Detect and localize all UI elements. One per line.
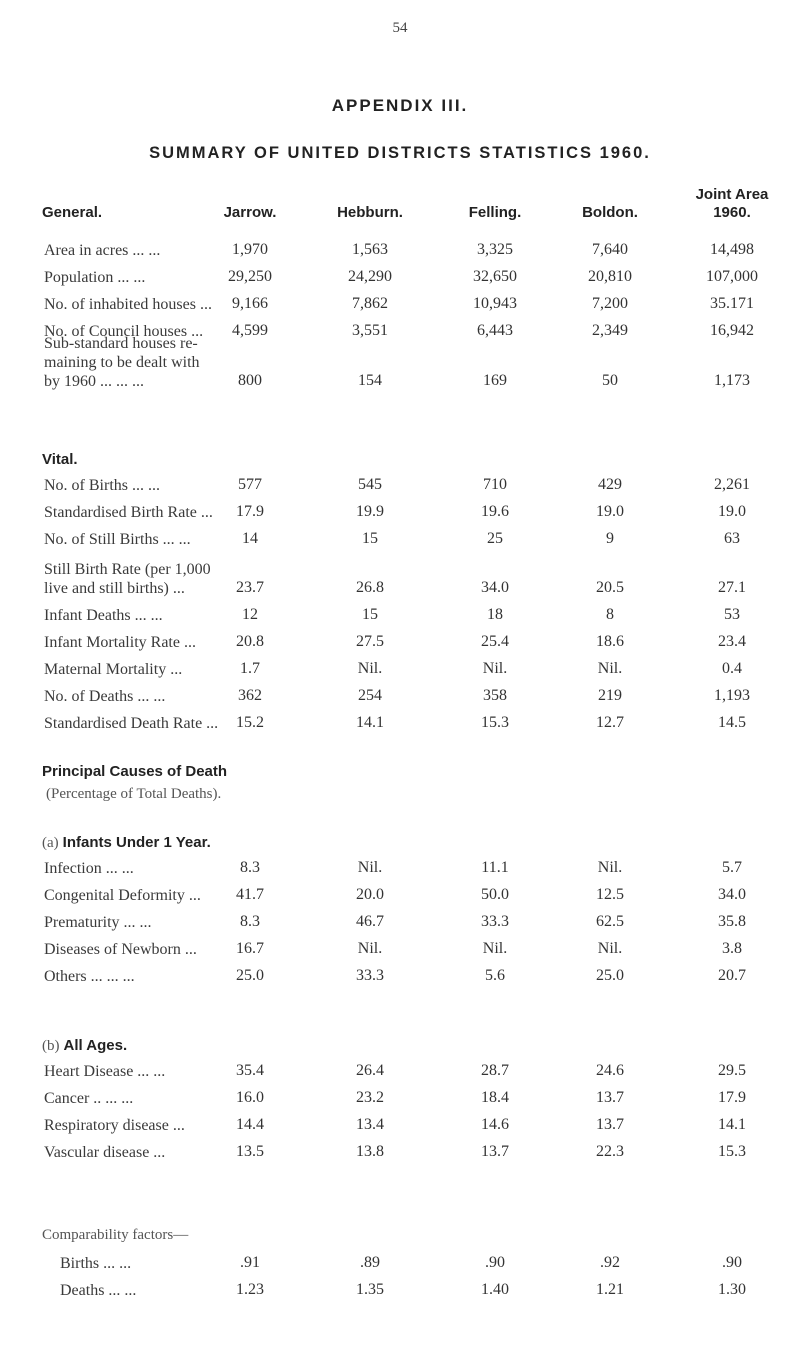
vital_rows-value-felling: 710 <box>483 476 507 493</box>
comparability_rows-value-felling: .90 <box>485 1254 505 1271</box>
section-heading-general: General. <box>42 204 103 221</box>
comparability_rows-value-boldon: .92 <box>600 1254 620 1271</box>
infant_rows-value-jarrow: 25.0 <box>236 967 264 984</box>
infant_rows-value-joint-area: 20.7 <box>718 967 746 984</box>
infant_rows-row-label: Infection ... ... <box>44 860 134 877</box>
all-ages-prefix: (b) <box>42 1038 60 1054</box>
vital_rows-value-boldon: 19.0 <box>596 503 624 520</box>
general_rows-value-felling: 10,943 <box>473 295 517 312</box>
section-heading-all-ages <box>42 1037 127 1055</box>
all_ages_rows-value-hebburn: 23.2 <box>356 1089 384 1106</box>
vital_rows-value-hebburn: 545 <box>358 476 382 493</box>
vital_rows-value-joint-area: 0.4 <box>722 660 742 677</box>
vital_rows-row-label: No. of Deaths ... ... <box>44 688 166 705</box>
vital_rows-value-felling: 15.3 <box>481 714 509 731</box>
comparability_rows-value-joint-area: 1.30 <box>718 1281 746 1298</box>
vital_rows-value-boldon: 9 <box>606 530 614 547</box>
comparability_rows-value-jarrow: .91 <box>240 1254 260 1271</box>
vital_rows-row-label: Still Birth Rate (per 1,000 <box>44 561 211 578</box>
column-header-joint-area: Joint Area <box>695 186 769 203</box>
vital_rows-value-joint-area: 14.5 <box>718 714 746 731</box>
all_ages_rows-value-felling: 28.7 <box>481 1062 509 1079</box>
infant_rows-value-hebburn: 33.3 <box>356 967 384 984</box>
column-header-joint-year: 1960. <box>713 204 751 221</box>
vital_rows-value-jarrow: 15.2 <box>236 714 264 731</box>
infants-prefix: (a) <box>42 835 59 851</box>
vital_rows-value-hebburn: 254 <box>358 687 382 704</box>
comparability_rows-value-jarrow: 1.23 <box>236 1281 264 1298</box>
comparability-heading: Comparability factors— <box>42 1227 189 1243</box>
general_rows-row-label: Area in acres ... ... <box>44 242 161 259</box>
all_ages_rows-row-label: Vascular disease ... <box>44 1144 166 1161</box>
general_rows-value-boldon: 2,349 <box>592 322 628 339</box>
general_rows-value-felling: 3,325 <box>477 241 513 258</box>
vital_rows-value-boldon: 18.6 <box>596 633 624 650</box>
general_rows-row-label: maining to be dealt with <box>44 354 200 371</box>
vital_rows-value-jarrow: 20.8 <box>236 633 264 650</box>
vital_rows-row-label: Standardised Birth Rate ... <box>44 504 213 521</box>
general_rows-value-hebburn: 24,290 <box>348 268 392 285</box>
section-heading-vital: Vital. <box>42 451 78 468</box>
all_ages_rows-row-label: Heart Disease ... ... <box>44 1063 166 1080</box>
infant_rows-value-felling: 33.3 <box>481 913 509 930</box>
all-ages-heading: All Ages. <box>63 1037 128 1054</box>
infant_rows-value-felling: 50.0 <box>481 886 509 903</box>
all_ages_rows-value-jarrow: 16.0 <box>236 1089 264 1106</box>
all_ages_rows-value-boldon: 22.3 <box>596 1143 624 1160</box>
infant_rows-value-hebburn: 20.0 <box>356 886 384 903</box>
general_rows-row-label: by 1960 ... ... ... <box>44 373 144 390</box>
all_ages_rows-value-felling: 18.4 <box>481 1089 509 1106</box>
vital_rows-row-label: Infant Deaths ... ... <box>44 607 163 624</box>
vital_rows-value-boldon: 12.7 <box>596 714 624 731</box>
general_rows-value-felling: 6,443 <box>477 322 513 339</box>
general_rows-value-hebburn: 7,862 <box>352 295 388 312</box>
column-header-jarrow: Jarrow. <box>223 204 277 221</box>
vital_rows-value-joint-area: 23.4 <box>718 633 746 650</box>
all_ages_rows-value-jarrow: 13.5 <box>236 1143 264 1160</box>
vital_rows-value-joint-area: 63 <box>724 530 740 547</box>
infant_rows-value-felling: 11.1 <box>481 859 509 876</box>
general_rows-value-joint-area: 1,173 <box>714 372 750 389</box>
vital_rows-value-felling: 25 <box>487 530 503 547</box>
infant_rows-value-hebburn: Nil. <box>357 940 383 957</box>
vital_rows-row-label: Maternal Mortality ... <box>44 661 183 678</box>
vital_rows-value-jarrow: 577 <box>238 476 262 493</box>
general_rows-value-boldon: 7,200 <box>592 295 628 312</box>
general_rows-value-joint-area: 16,942 <box>710 322 754 339</box>
vital_rows-value-boldon: 219 <box>598 687 622 704</box>
all_ages_rows-value-joint-area: 17.9 <box>718 1089 746 1106</box>
column-header-boldon: Boldon. <box>582 204 638 221</box>
infant_rows-row-label: Diseases of Newborn ... <box>44 941 197 958</box>
all_ages_rows-value-felling: 13.7 <box>481 1143 509 1160</box>
all_ages_rows-value-boldon: 24.6 <box>596 1062 624 1079</box>
appendix-title: APPENDIX III. <box>331 96 469 115</box>
all_ages_rows-value-jarrow: 35.4 <box>236 1062 264 1079</box>
general_rows-value-boldon: 50 <box>602 372 618 389</box>
column-header-hebburn: Hebburn. <box>337 204 403 221</box>
section-heading-causes: Principal Causes of Death <box>42 763 228 780</box>
infant_rows-value-hebburn: 46.7 <box>356 913 384 930</box>
general_rows-row-label: No. of Council houses ... <box>44 323 204 340</box>
all_ages_rows-value-felling: 14.6 <box>481 1116 509 1133</box>
infant_rows-value-boldon: Nil. <box>597 940 623 957</box>
general_rows-value-joint-area: 107,000 <box>706 268 758 285</box>
infant_rows-value-jarrow: 8.3 <box>240 913 260 930</box>
vital_rows-value-hebburn: 15 <box>362 606 378 623</box>
infant_rows-value-jarrow: 41.7 <box>236 886 264 903</box>
general_rows-value-hebburn: 1,563 <box>352 241 388 258</box>
vital_rows-value-jarrow: 23.7 <box>236 579 264 596</box>
column-header-felling: Felling. <box>468 204 522 221</box>
page-number: 54 <box>392 20 408 36</box>
vital_rows-value-hebburn: 27.5 <box>356 633 384 650</box>
all_ages_rows-value-joint-area: 14.1 <box>718 1116 746 1133</box>
vital_rows-row-label: No. of Still Births ... ... <box>44 531 191 548</box>
causes-subheading: (Percentage of Total Deaths). <box>46 786 222 802</box>
infant_rows-row-label: Congenital Deformity ... <box>44 887 201 904</box>
infant_rows-value-joint-area: 34.0 <box>718 886 746 903</box>
infant_rows-value-felling: Nil. <box>482 940 508 957</box>
vital_rows-row-label: No. of Births ... ... <box>44 477 160 494</box>
all_ages_rows-value-hebburn: 26.4 <box>356 1062 384 1079</box>
general_rows-value-jarrow: 1,970 <box>232 241 268 258</box>
vital_rows-value-joint-area: 2,261 <box>714 476 750 493</box>
vital_rows-value-joint-area: 1,193 <box>714 687 750 704</box>
infant_rows-value-jarrow: 16.7 <box>236 940 264 957</box>
general_rows-value-felling: 169 <box>483 372 507 389</box>
comparability_rows-row-label: Births ... ... <box>60 1255 132 1272</box>
vital_rows-value-boldon: Nil. <box>597 660 623 677</box>
infant_rows-value-boldon: Nil. <box>597 859 623 876</box>
general_rows-value-jarrow: 29,250 <box>228 268 272 285</box>
vital_rows-value-joint-area: 27.1 <box>718 579 746 596</box>
vital_rows-value-hebburn: Nil. <box>357 660 383 677</box>
general_rows-row-label: No. of inhabited houses ... <box>44 296 212 313</box>
vital_rows-value-felling: 25.4 <box>481 633 509 650</box>
infant_rows-value-joint-area: 3.8 <box>722 940 742 957</box>
vital_rows-row-label: live and still births) ... <box>44 580 185 597</box>
comparability_rows-value-boldon: 1.21 <box>596 1281 624 1298</box>
section-heading-infants <box>42 834 211 852</box>
general_rows-row-label: Population ... ... <box>44 269 146 286</box>
infant_rows-value-felling: 5.6 <box>485 967 505 984</box>
infant_rows-value-jarrow: 8.3 <box>240 859 260 876</box>
all_ages_rows-value-boldon: 13.7 <box>596 1089 624 1106</box>
vital_rows-row-label: Standardised Death Rate ... <box>44 715 219 732</box>
vital_rows-value-hebburn: 19.9 <box>356 503 384 520</box>
infants-heading: Infants Under 1 Year. <box>62 834 211 851</box>
vital_rows-value-joint-area: 53 <box>724 606 740 623</box>
infant_rows-value-boldon: 25.0 <box>596 967 624 984</box>
infant_rows-value-boldon: 62.5 <box>596 913 624 930</box>
all_ages_rows-row-label: Respiratory disease ... <box>44 1117 185 1134</box>
general_rows-row-label: Sub-standard houses re- <box>44 335 198 352</box>
vital_rows-value-felling: 18 <box>487 606 503 623</box>
general_rows-value-boldon: 7,640 <box>592 241 628 258</box>
all_ages_rows-row-label: Cancer .. ... ... <box>44 1090 134 1107</box>
vital_rows-value-joint-area: 19.0 <box>718 503 746 520</box>
vital_rows-value-felling: Nil. <box>482 660 508 677</box>
all_ages_rows-value-hebburn: 13.8 <box>356 1143 384 1160</box>
general_rows-value-felling: 32,650 <box>473 268 517 285</box>
infant_rows-value-joint-area: 35.8 <box>718 913 746 930</box>
vital_rows-value-boldon: 8 <box>606 606 614 623</box>
general_rows-value-jarrow: 9,166 <box>232 295 268 312</box>
vital_rows-value-jarrow: 362 <box>238 687 262 704</box>
infant_rows-row-label: Prematurity ... ... <box>44 914 152 931</box>
comparability_rows-value-hebburn: 1.35 <box>356 1281 384 1298</box>
infant_rows-row-label: Others ... ... ... <box>44 968 135 985</box>
comparability_rows-value-felling: 1.40 <box>481 1281 509 1298</box>
infant_rows-value-hebburn: Nil. <box>357 859 383 876</box>
comparability_rows-value-hebburn: .89 <box>360 1254 380 1271</box>
all_ages_rows-value-jarrow: 14.4 <box>236 1116 264 1133</box>
vital_rows-value-felling: 358 <box>483 687 507 704</box>
all_ages_rows-value-boldon: 13.7 <box>596 1116 624 1133</box>
vital_rows-value-hebburn: 15 <box>362 530 378 547</box>
vital_rows-value-hebburn: 14.1 <box>356 714 384 731</box>
vital_rows-row-label: Infant Mortality Rate ... <box>44 634 196 651</box>
vital_rows-value-jarrow: 17.9 <box>236 503 264 520</box>
vital_rows-value-hebburn: 26.8 <box>356 579 384 596</box>
vital_rows-value-jarrow: 12 <box>242 606 258 623</box>
table-title: SUMMARY OF UNITED DISTRICTS STATISTICS 1960. <box>149 144 651 162</box>
general_rows-value-boldon: 20,810 <box>588 268 632 285</box>
all_ages_rows-value-hebburn: 13.4 <box>356 1116 384 1133</box>
all_ages_rows-value-joint-area: 15.3 <box>718 1143 746 1160</box>
infant_rows-value-boldon: 12.5 <box>596 886 624 903</box>
vital_rows-value-jarrow: 1.7 <box>240 660 260 677</box>
vital_rows-value-felling: 34.0 <box>481 579 509 596</box>
comparability_rows-row-label: Deaths ... ... <box>60 1282 137 1299</box>
general_rows-value-hebburn: 3,551 <box>352 322 388 339</box>
vital_rows-value-jarrow: 14 <box>242 530 258 547</box>
vital_rows-value-boldon: 429 <box>598 476 622 493</box>
general_rows-value-jarrow: 800 <box>238 372 262 389</box>
general_rows-value-hebburn: 154 <box>358 372 382 389</box>
all_ages_rows-value-joint-area: 29.5 <box>718 1062 746 1079</box>
vital_rows-value-felling: 19.6 <box>481 503 509 520</box>
general_rows-value-jarrow: 4,599 <box>232 322 268 339</box>
infant_rows-value-joint-area: 5.7 <box>722 859 742 876</box>
comparability_rows-value-joint-area: .90 <box>722 1254 742 1271</box>
general_rows-value-joint-area: 35.171 <box>710 295 754 312</box>
general_rows-value-joint-area: 14,498 <box>710 241 754 258</box>
vital_rows-value-boldon: 20.5 <box>596 579 624 596</box>
